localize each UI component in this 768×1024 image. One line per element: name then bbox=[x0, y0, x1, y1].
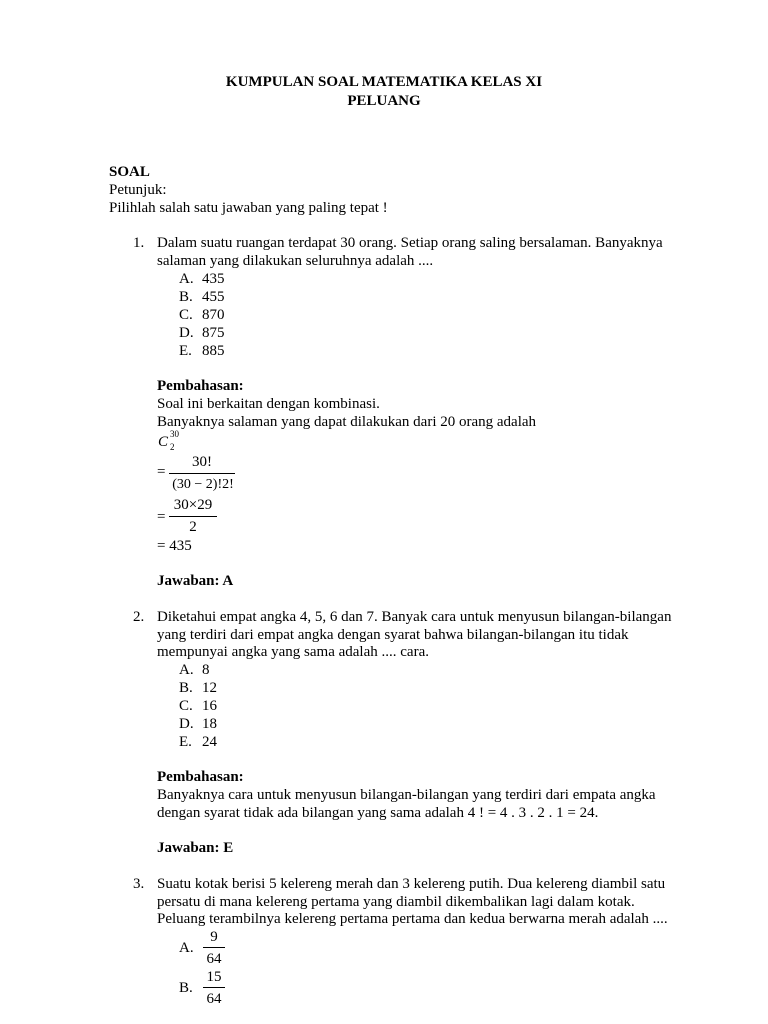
fraction-denominator: 2 bbox=[189, 519, 197, 535]
answer-key: Jawaban: E bbox=[157, 840, 234, 856]
answer-option: C. 16 bbox=[179, 698, 217, 714]
answer-option: C. 870 bbox=[179, 307, 225, 323]
fraction-numerator: 15 bbox=[206, 969, 222, 985]
answer-option: E. 885 bbox=[179, 343, 225, 359]
document-title: KUMPULAN SOAL MATEMATIKA KELAS XI bbox=[225, 74, 543, 90]
discussion-text: Soal ini berkaitan dengan kombinasi. bbox=[157, 396, 380, 412]
combination-superscript: 30 bbox=[170, 429, 179, 439]
answer-option-letter: B. bbox=[179, 980, 193, 996]
section-heading: SOAL bbox=[109, 164, 150, 180]
question-text-line: Suatu kotak berisi 5 kelereng merah dan 3 kelereng putih. Dua kelereng diambil satu bbox=[157, 876, 666, 892]
answer-option-letter: A. bbox=[179, 940, 194, 956]
question-text-line: salaman yang dilakukan seluruhnya adalah .... bbox=[157, 253, 434, 269]
fraction-numerator: 30! bbox=[192, 454, 212, 470]
fraction-denominator: 64 bbox=[206, 991, 222, 1007]
fraction-denominator: (30 − 2)!2! bbox=[172, 477, 234, 492]
answer-option: D. 18 bbox=[179, 716, 217, 732]
question-text-line: Peluang terambilnya kelereng pertama pertama dan kedua berwarna merah adalah .... bbox=[157, 911, 668, 927]
question-number: 3. bbox=[133, 876, 145, 892]
question-text-line: yang terdiri dari empat angka dengan syarat bahwa bilangan-bilangan itu tidak bbox=[157, 627, 629, 643]
result-value: = 435 bbox=[157, 538, 192, 554]
combination-symbol: C bbox=[158, 434, 169, 450]
answer-option: A. 8 bbox=[179, 662, 210, 678]
question-text-line: persatu di mana kelereng pertama yang diambil dikembalikan lagi dalam kotak. bbox=[157, 894, 635, 910]
answer-option: E. 24 bbox=[179, 734, 217, 750]
document-subtitle: PELUANG bbox=[347, 93, 421, 109]
answer-option: B. 455 bbox=[179, 289, 225, 305]
discussion-text: Banyaknya cara untuk menyusun bilangan-bilangan yang terdiri dari empata angka bbox=[157, 787, 656, 803]
equals-sign: = bbox=[157, 464, 166, 480]
answer-option: A. 435 bbox=[179, 271, 225, 287]
fraction-denominator: 64 bbox=[206, 951, 222, 967]
hint-label: Petunjuk: bbox=[109, 182, 167, 198]
discussion-label: Pembahasan: bbox=[157, 769, 244, 785]
answer-option: D. 875 bbox=[179, 325, 225, 341]
answer-key: Jawaban: A bbox=[157, 573, 234, 589]
discussion-text: Banyaknya salaman yang dapat dilakukan dari 20 orang adalah bbox=[157, 414, 537, 430]
discussion-text: dengan syarat tidak ada bilangan yang sama adalah 4 ! = 4 . 3 . 2 . 1 = 24. bbox=[157, 805, 599, 821]
equals-sign: = bbox=[157, 509, 166, 525]
fraction-numerator: 9 bbox=[210, 929, 218, 945]
fraction-numerator: 30×29 bbox=[173, 497, 213, 513]
discussion-label: Pembahasan: bbox=[157, 378, 244, 394]
combination-subscript: 2 bbox=[170, 442, 175, 452]
question-text-line: mempunyai angka yang sama adalah .... cara. bbox=[157, 644, 429, 660]
question-number: 1. bbox=[133, 235, 145, 251]
hint-text: Pilihlah salah satu jawaban yang paling tepat ! bbox=[109, 200, 388, 216]
question-number: 2. bbox=[133, 609, 145, 625]
question-text-line: Diketahui empat angka 4, 5, 6 dan 7. Banyak cara untuk menyusun bilangan-bilangan bbox=[157, 609, 672, 625]
answer-option: B. 12 bbox=[179, 680, 217, 696]
question-text-line: Dalam suatu ruangan terdapat 30 orang. Setiap orang saling bersalaman. Banyaknya bbox=[157, 235, 663, 251]
